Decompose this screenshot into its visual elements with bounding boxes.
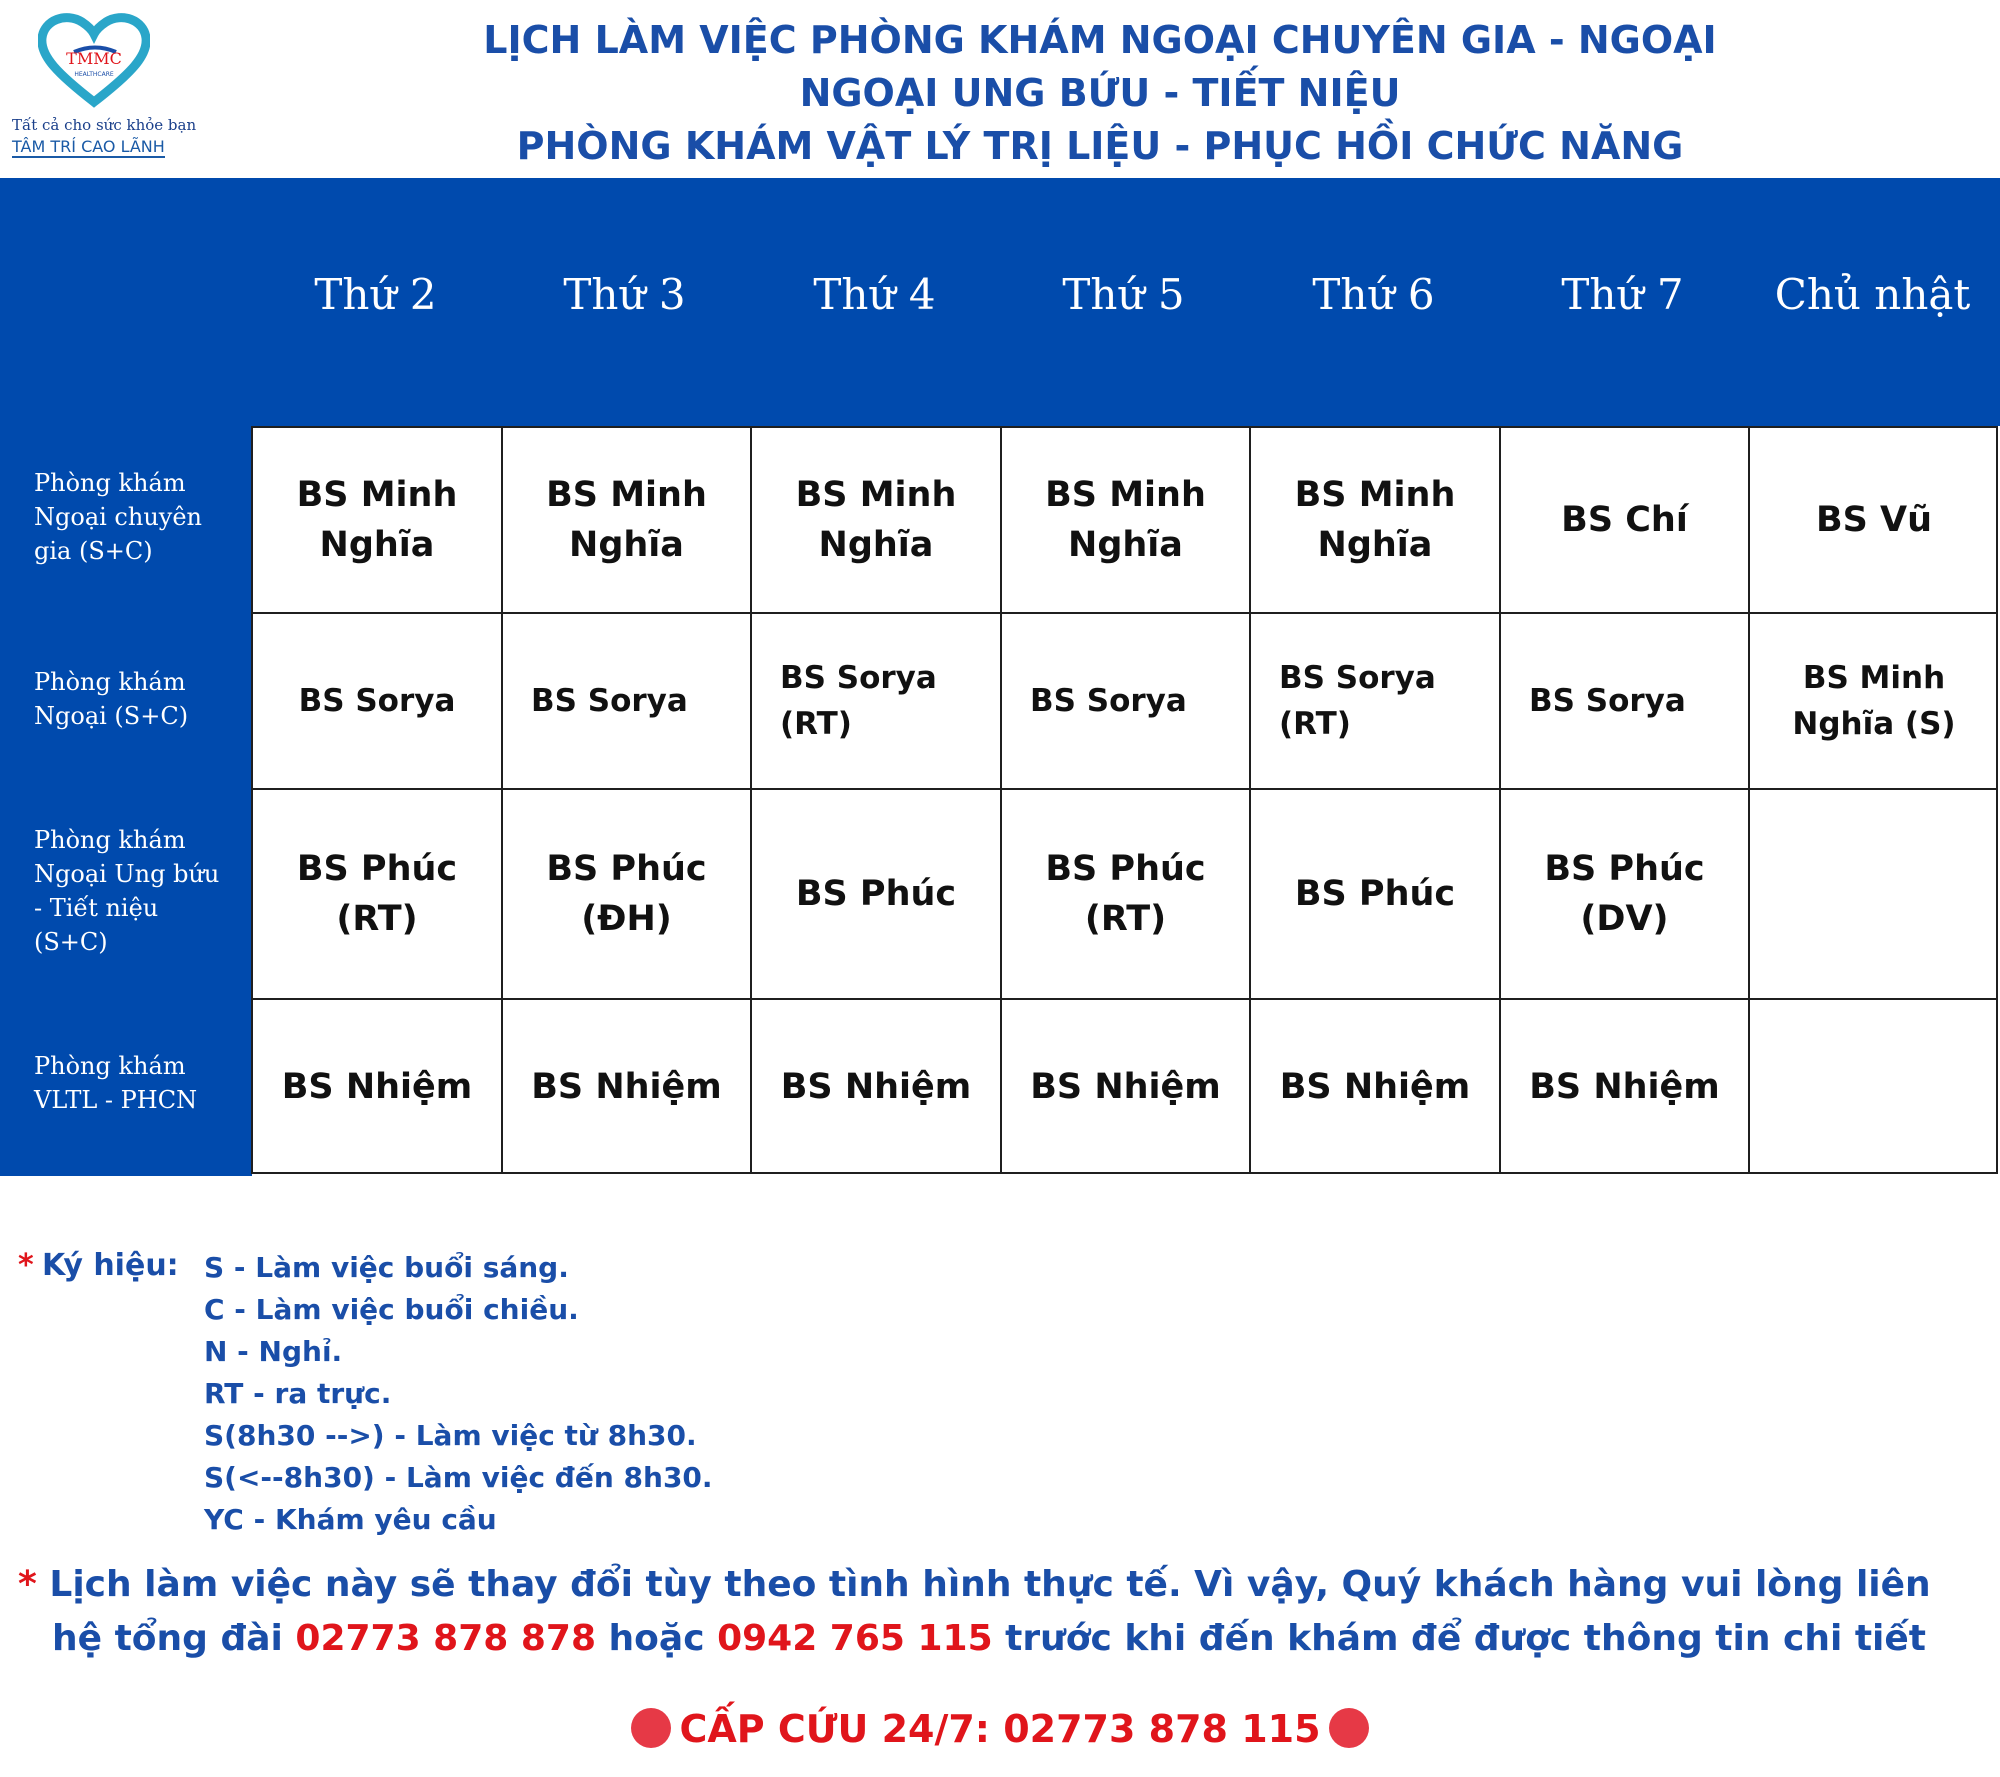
table-cell: BS Nhiệm [253, 1000, 503, 1174]
table-cell: BS Sorya [253, 614, 503, 790]
table-cell: BS Phúc (ĐH) [503, 790, 752, 1000]
title-line-2: NGOẠI UNG BỨU - TIẾT NIỆU [799, 71, 1401, 115]
table-cell: BS Sorya [1501, 614, 1750, 790]
legend-title: Ký hiệu: [42, 1248, 179, 1283]
day-header-thu: Thứ 5 [1062, 270, 1185, 319]
logo-name: TÂM TRÍ CAO LÃNH [12, 137, 165, 156]
table-cell: BS Nhiệm [752, 1000, 1002, 1174]
table-cell: BS Phúc (RT) [1002, 790, 1251, 1000]
notice-line-1: * Lịch làm việc này sẽ thay đổi tùy theo tình hình thực tế. Vì vậy, Quý khách hàng vui lòng liên [18, 1564, 1931, 1605]
day-header-wed: Thứ 4 [813, 270, 936, 319]
table-cell: BS Minh Nghĩa [1251, 428, 1501, 614]
day-header-fri: Thứ 6 [1312, 270, 1435, 319]
page-title [400, 14, 1800, 173]
logo-tagline: Tất cả cho sức khỏe bạn [12, 116, 197, 134]
day-header-sat: Thứ 7 [1561, 270, 1684, 319]
logo-sub: HEALTHCARE [74, 71, 114, 78]
notice-star: * [18, 1564, 37, 1605]
table-cell: BS Phúc [752, 790, 1002, 1000]
table-cell: BS Sorya [503, 614, 752, 790]
legend-item: S(<--8h30) - Làm việc đến 8h30. [204, 1461, 713, 1494]
red-dot-icon [631, 1708, 671, 1748]
emergency-line [0, 1702, 2000, 1756]
title-line-1: LỊCH LÀM VIỆC PHÒNG KHÁM NGOẠI CHUYÊN GIA - NGOẠI [483, 18, 1717, 62]
day-header-tue: Thứ 3 [563, 270, 686, 319]
table-cell: BS Minh Nghĩa [752, 428, 1002, 614]
legend-item: RT - ra trực. [204, 1377, 392, 1410]
title-line-3: PHÒNG KHÁM VẬT LÝ TRỊ LIỆU - PHỤC HỒI CHỨC NĂNG [516, 124, 1684, 168]
mobile-phone[interactable]: 0942 765 115 [717, 1618, 993, 1659]
table-cell: BS Minh Nghĩa [1002, 428, 1251, 614]
table-cell: BS Minh Nghĩa [253, 428, 503, 614]
table-cell: BS Sorya (RT) [752, 614, 1002, 790]
legend-items [204, 1247, 713, 1541]
table-cell: BS Nhiệm [1251, 1000, 1501, 1174]
notice [18, 1558, 1993, 1666]
table-cell: BS Minh Nghĩa [503, 428, 752, 614]
day-header-sun: Chủ nhật [1774, 270, 1971, 319]
notice-line-2: hệ tổng đài 02773 878 878 hoặc 0942 765 115 trước khi đến khám để được thông tin chi tiết [52, 1618, 1927, 1659]
logo [10, 8, 197, 158]
heart-logo-icon [38, 12, 150, 108]
logo-brand: TMMC [66, 49, 122, 68]
legend-item: YC - Khám yêu cầu [204, 1503, 497, 1536]
row-label-oncology-urology: Phòng khám Ngoại Ung bứu - Tiết niệu (S+C) [34, 826, 220, 956]
table-cell: BS Phúc (DV) [1501, 790, 1750, 1000]
hotline-phone[interactable]: 02773 878 878 [295, 1618, 596, 1659]
legend-star: * [18, 1248, 34, 1283]
legend-item: N - Nghỉ. [204, 1335, 343, 1368]
emergency-text[interactable]: CẤP CỨU 24/7: 02773 878 115 [679, 1707, 1321, 1751]
table-cell: BS Nhiệm [1002, 1000, 1251, 1174]
row-label-expert-surgery: Phòng khám Ngoại chuyên gia (S+C) [34, 469, 202, 565]
table-cell: BS Minh Nghĩa (S) [1750, 614, 1998, 790]
day-header-mon: Thứ 2 [314, 270, 437, 319]
table-cell: BS Nhiệm [503, 1000, 752, 1174]
table-cell: BS Sorya [1002, 614, 1251, 790]
table-cell: BS Sorya (RT) [1251, 614, 1501, 790]
table-cell: BS Vũ [1750, 428, 1998, 614]
schedule-table [251, 426, 1998, 1174]
legend-item: S - Làm việc buổi sáng. [204, 1251, 569, 1284]
table-cell [1750, 790, 1998, 1000]
row-label-physiotherapy: Phòng khám VLTL - PHCN [34, 1052, 198, 1114]
legend-item: C - Làm việc buổi chiều. [204, 1293, 579, 1326]
table-cell: BS Nhiệm [1501, 1000, 1750, 1174]
legend-item: S(8h30 -->) - Làm việc từ 8h30. [204, 1419, 697, 1452]
table-cell [1750, 1000, 1998, 1174]
row-label-surgery: Phòng khám Ngoại (S+C) [34, 668, 189, 730]
table-cell: BS Chí [1501, 428, 1750, 614]
table-cell: BS Phúc [1251, 790, 1501, 1000]
red-dot-icon [1329, 1708, 1369, 1748]
table-cell: BS Phúc (RT) [253, 790, 503, 1000]
